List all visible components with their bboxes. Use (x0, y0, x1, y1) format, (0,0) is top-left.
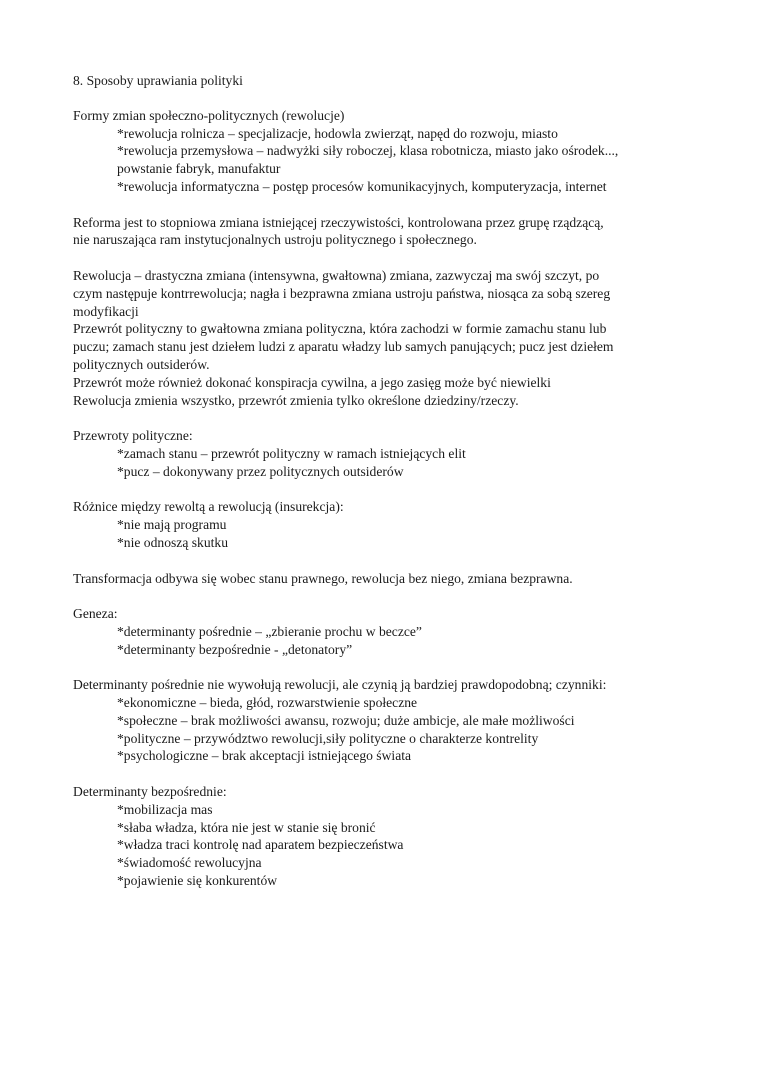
page-title: 8. Sposoby uprawiania polityki (73, 73, 243, 88)
list-item: powstanie fabryk, manufaktur (117, 161, 281, 177)
section-determinanty-posrednie (73, 676, 693, 765)
section-roznice (73, 498, 693, 551)
list-item: *determinanty bezpośrednie - „detonatory” (117, 641, 353, 657)
paragraph-line: Reforma jest to stopniowa zmiana istniejącej rzeczywistości, kontrolowana przez grupę rządzącą, (73, 214, 604, 230)
list-item: *społeczne – brak możliwości awansu, rozwoju; duże ambicje, ale małe możliwości (117, 712, 575, 728)
list-item: *rewolucja przemysłowa – nadwyżki siły roboczej, klasa robotnicza, miasto jako ośrodek..., (117, 143, 619, 159)
section-formy-zmian (73, 107, 693, 196)
section-heading: Formy zmian społeczno-politycznych (rewolucje) (73, 107, 345, 123)
paragraph-line: nie naruszająca ram instytucjonalnych ustroju politycznego i społecznego. (73, 232, 477, 248)
paragraph-rewolucja (73, 267, 693, 409)
list-item: *ekonomiczne – bieda, głód, rozwarstwienie społeczne (117, 695, 418, 711)
paragraph-reforma (73, 214, 693, 250)
list-item: *mobilizacja mas (117, 801, 213, 817)
section-heading: Różnice między rewoltą a rewolucją (insurekcja): (73, 499, 344, 515)
paragraph-line: Rewolucja – drastyczna zmiana (intensywna, gwałtowna) zmiana, zazwyczaj ma swój szczyt, po (73, 267, 600, 283)
list-item: *władza traci kontrolę nad aparatem bezpieczeństwa (117, 837, 404, 853)
paragraph-line: Przewrót polityczny to gwałtowna zmiana polityczna, która zachodzi w formie zamachu stanu lub (73, 321, 607, 337)
section-heading: Przewroty polityczne: (73, 428, 193, 444)
section-heading: Determinanty pośrednie nie wywołują rewolucji, ale czynią ją bardziej prawdopodobną; czynniki: (73, 677, 607, 693)
paragraph-line: czym następuje kontrrewolucja; nagła i bezprawna zmiana ustroju państwa, niosąca za sobą szereg (73, 285, 611, 301)
section-heading: Determinanty bezpośrednie: (73, 784, 227, 800)
paragraph-line: Rewolucja zmienia wszystko, przewrót zmienia tylko określone dziedziny/rzeczy. (73, 392, 519, 408)
list-item: *rewolucja rolnicza – specjalizacje, hodowla zwierząt, napęd do rozwoju, miasto (117, 125, 558, 141)
paragraph-line: puczu; zamach stanu jest dziełem ludzi z aparatu władzy lub samych panujących; pucz jest dziełem (73, 339, 614, 355)
list-item: *determinanty pośrednie – „zbieranie prochu w beczce” (117, 623, 422, 639)
paragraph-transformacja: Transformacja odbywa się wobec stanu prawnego, rewolucja bez niego, zmiana bezprawna. (73, 570, 573, 586)
list-item: *polityczne – przywództwo rewolucji,siły polityczne o charakterze kontrelity (117, 730, 539, 746)
document-page (73, 72, 693, 890)
list-item: *słaba władza, która nie jest w stanie się bronić (117, 819, 376, 835)
paragraph-line: modyfikacji (73, 303, 139, 319)
list-item: *pojawienie się konkurentów (117, 873, 278, 889)
section-determinanty-bezposrednie (73, 783, 693, 890)
section-heading: Geneza: (73, 606, 118, 622)
list-item: *nie odnoszą skutku (117, 534, 229, 550)
section-geneza (73, 605, 693, 658)
paragraph-line: Przewrót może również dokonać konspiracja cywilna, a jego zasięg może być niewielki (73, 374, 551, 390)
section-przewroty (73, 427, 693, 480)
list-item: *pucz – dokonywany przez politycznych outsiderów (117, 463, 404, 479)
list-item: *nie mają programu (117, 517, 227, 533)
list-item: *psychologiczne – brak akceptacji istniejącego świata (117, 748, 412, 764)
list-item: *rewolucja informatyczna – postęp procesów komunikacyjnych, komputeryzacja, internet (117, 178, 607, 194)
list-item: *świadomość rewolucyjna (117, 855, 262, 871)
paragraph-line: politycznych outsiderów. (73, 356, 210, 372)
list-item: *zamach stanu – przewrót polityczny w ramach istniejących elit (117, 445, 466, 461)
